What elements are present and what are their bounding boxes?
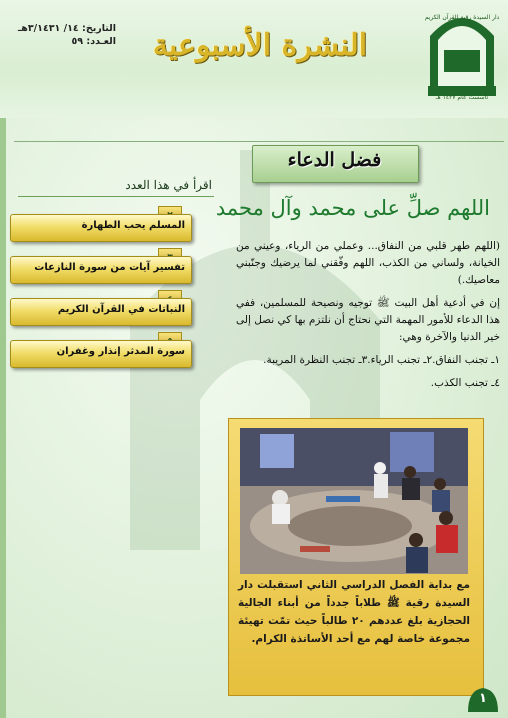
toc-item-naziat[interactable] — [10, 256, 192, 284]
page-number-badge — [464, 686, 502, 714]
side-bar — [0, 118, 6, 718]
section-title: فضل الدعاء — [287, 149, 382, 171]
issue-date: التاريخ: ١٤/ ٣/١٤٣١هـ — [18, 23, 116, 34]
issue-meta — [6, 22, 116, 48]
toc-item-purity[interactable] — [10, 214, 192, 242]
article-paragraph: ١ـ تجنب النفاق.٢ـ تجنب الرياء.٣ـ تجنب النظرة المريبة. — [263, 354, 500, 366]
toc-item-label: تفسير آيات من سورة النازعات — [34, 262, 185, 273]
article-paragraph: (اللهم طهر قلبي من النفاق... وعملي من الرياء، وعيني من الخيانة، ولساني من الكذب، اللهم وفّقني لما يرضيك وجنّبني معاصيك.) — [236, 240, 500, 286]
page-number: ١ — [479, 691, 487, 706]
logo-text: دار السيدة رقية للقرآن الكريم — [424, 14, 500, 21]
photo-caption: مع بداية الفصل الدراسي الثاني استقبلت دار السيدة رقية ﷺ طلاباً جدداً من أبناء الجالية الحجازية بلغ عددهم ٢٠ طالباً حيث تمّت تهيئة مجموعة خاصة لهم مع أحد الأساتذة الكرام. — [238, 579, 470, 645]
toc-item-muddaththir[interactable] — [10, 340, 192, 368]
article-paragraph: إن في أدعية أهل البيت ﷺ توجيه ونصيحة للمسلمين، ففي هذا الدعاء للأمور المهمة التي نحتاج أن نلتزم بها كي نصل إلى خير الدنيا والآخرة وهي: — [236, 297, 500, 343]
toc-item-label: المسلم يحب الطهارة — [81, 220, 185, 231]
toc-title: اقرأ في هذا العدد — [125, 178, 212, 192]
classroom-photo — [240, 428, 468, 574]
issue-number: العـدد: ٥٩ — [71, 36, 116, 47]
toc-divider — [18, 196, 214, 197]
header-divider — [14, 141, 504, 142]
logo-founded: تأسست عام ١٤٢٧ هـ — [435, 94, 489, 101]
article-body — [236, 238, 500, 398]
newsletter-title: النشرة الأسبوعية — [152, 28, 368, 63]
toc-item-label: سورة المدثر إنذار وغفران — [56, 346, 185, 357]
toc-item-label: النباتات في القرآن الكريم — [57, 304, 185, 315]
toc-item-plants[interactable] — [10, 298, 192, 326]
article-paragraph: ٤ـ تجنب الكذب. — [430, 377, 500, 389]
prayer-heading: اللهم صلِّ على محمد وآل محمد — [215, 196, 490, 220]
